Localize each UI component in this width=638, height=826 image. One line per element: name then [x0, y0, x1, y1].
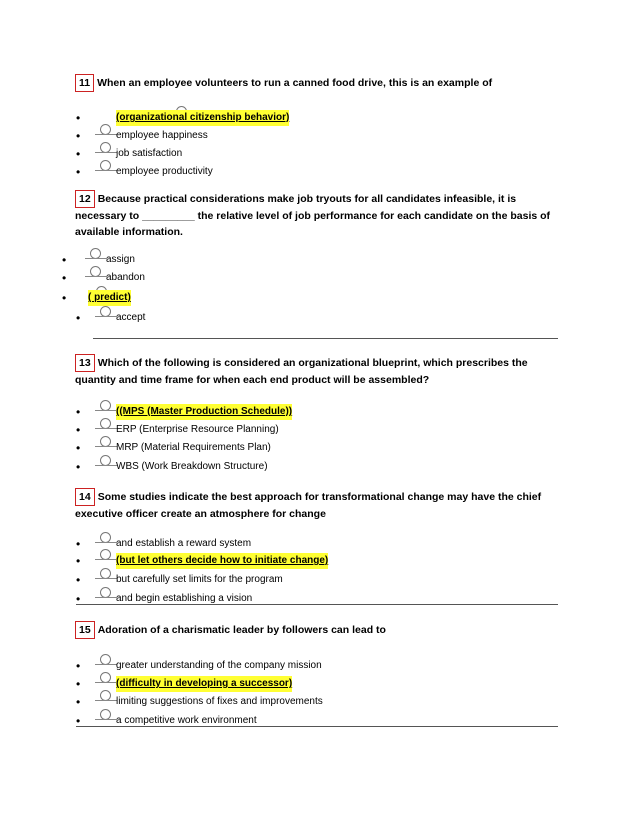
bullet-icon: •	[76, 537, 81, 551]
radio-button-icon[interactable]	[100, 587, 111, 598]
option-label: and establish a reward system	[116, 538, 252, 549]
option-label: MRP (Material Requirements Plan)	[116, 442, 271, 453]
question-number: 12	[75, 190, 95, 208]
option-label: (difficulty in developing a successor)	[116, 676, 292, 692]
option-label: assign	[106, 254, 135, 265]
radio-button-icon[interactable]	[100, 532, 111, 543]
option-label: accept	[116, 312, 146, 323]
radio-button-icon[interactable]	[100, 709, 111, 720]
bullet-icon: •	[62, 271, 67, 285]
question-number: 14	[75, 488, 95, 506]
option-label: and begin establishing a vision	[116, 593, 253, 604]
option-label: (but let others decide how to initiate change)	[116, 553, 328, 569]
option-label: employee happiness	[116, 130, 208, 141]
radio-button-icon[interactable]	[90, 266, 101, 277]
question-12	[75, 190, 565, 240]
bullet-icon: •	[76, 129, 81, 143]
question-text: Adoration of a charismatic leader by followers can lead to	[97, 624, 386, 636]
option-label: a competitive work environment	[116, 715, 257, 726]
question-text: Because practical considerations make job tryouts for all candidates infeasible, it is necessary to _________ the relative level of job performance for each candidate on the basis of available information.	[75, 193, 551, 238]
radio-button-icon[interactable]	[100, 306, 111, 317]
radio-button-icon[interactable]	[100, 418, 111, 429]
bullet-icon: •	[76, 592, 81, 606]
radio-button-icon[interactable]	[100, 436, 111, 447]
radio-button-icon[interactable]	[100, 455, 111, 466]
question-11	[75, 74, 565, 92]
radio-button-icon[interactable]	[100, 400, 111, 411]
radio-button-icon[interactable]	[100, 142, 111, 153]
option-label: ( predict)	[88, 290, 131, 306]
option-label: ((MPS (Master Production Schedule))	[116, 404, 292, 420]
question-number: 15	[75, 621, 95, 639]
bullet-icon: •	[76, 659, 81, 673]
question-text: Some studies indicate the best approach for transformational change may have the chief executive officer create an atmosphere for change	[75, 491, 542, 520]
bullet-icon: •	[62, 291, 67, 305]
bullet-icon: •	[76, 695, 81, 709]
bullet-icon: •	[62, 253, 67, 267]
option-label: job satisfaction	[116, 148, 183, 159]
divider	[76, 604, 558, 605]
bullet-icon: •	[76, 677, 81, 691]
question-text: Which of the following is considered an organizational blueprint, which prescribes the quantity and time frame for when each end product will be assembled?	[75, 357, 528, 386]
radio-button-icon[interactable]	[100, 549, 111, 560]
bullet-icon: •	[76, 165, 81, 179]
bullet-icon: •	[76, 147, 81, 161]
bullet-icon: •	[76, 111, 81, 125]
option-label: ERP (Enterprise Resource Planning)	[116, 424, 279, 435]
divider	[93, 338, 558, 339]
bullet-icon: •	[76, 573, 81, 587]
radio-button-icon[interactable]	[90, 248, 101, 259]
radio-button-icon[interactable]	[100, 654, 111, 665]
option-label: employee productivity	[116, 166, 213, 177]
radio-button-icon[interactable]	[100, 690, 111, 701]
question-number: 11	[75, 74, 94, 92]
question-14	[75, 488, 565, 522]
question-15	[75, 621, 565, 639]
question-text: When an employee volunteers to run a canned food drive, this is an example of	[97, 77, 493, 89]
option-label: (organizational citizenship behavior)	[116, 110, 289, 126]
bullet-icon: •	[76, 311, 81, 325]
radio-button-icon[interactable]	[100, 124, 111, 135]
radio-button-icon[interactable]	[100, 672, 111, 683]
radio-button-icon[interactable]	[100, 160, 111, 171]
option-label: greater understanding of the company mission	[116, 660, 322, 671]
divider	[76, 726, 558, 727]
option-label: abandon	[106, 272, 145, 283]
bullet-icon: •	[76, 554, 81, 568]
question-number: 13	[75, 354, 95, 372]
radio-button-icon[interactable]	[100, 568, 111, 579]
option-label: WBS (Work Breakdown Structure)	[116, 461, 268, 472]
bullet-icon: •	[76, 441, 81, 455]
option-label: limiting suggestions of fixes and improvements	[116, 696, 323, 707]
bullet-icon: •	[76, 460, 81, 474]
bullet-icon: •	[76, 405, 81, 419]
bullet-icon: •	[76, 423, 81, 437]
bullet-icon: •	[76, 714, 81, 728]
option-label: but carefully set limits for the program	[116, 574, 283, 585]
question-13	[75, 354, 565, 388]
